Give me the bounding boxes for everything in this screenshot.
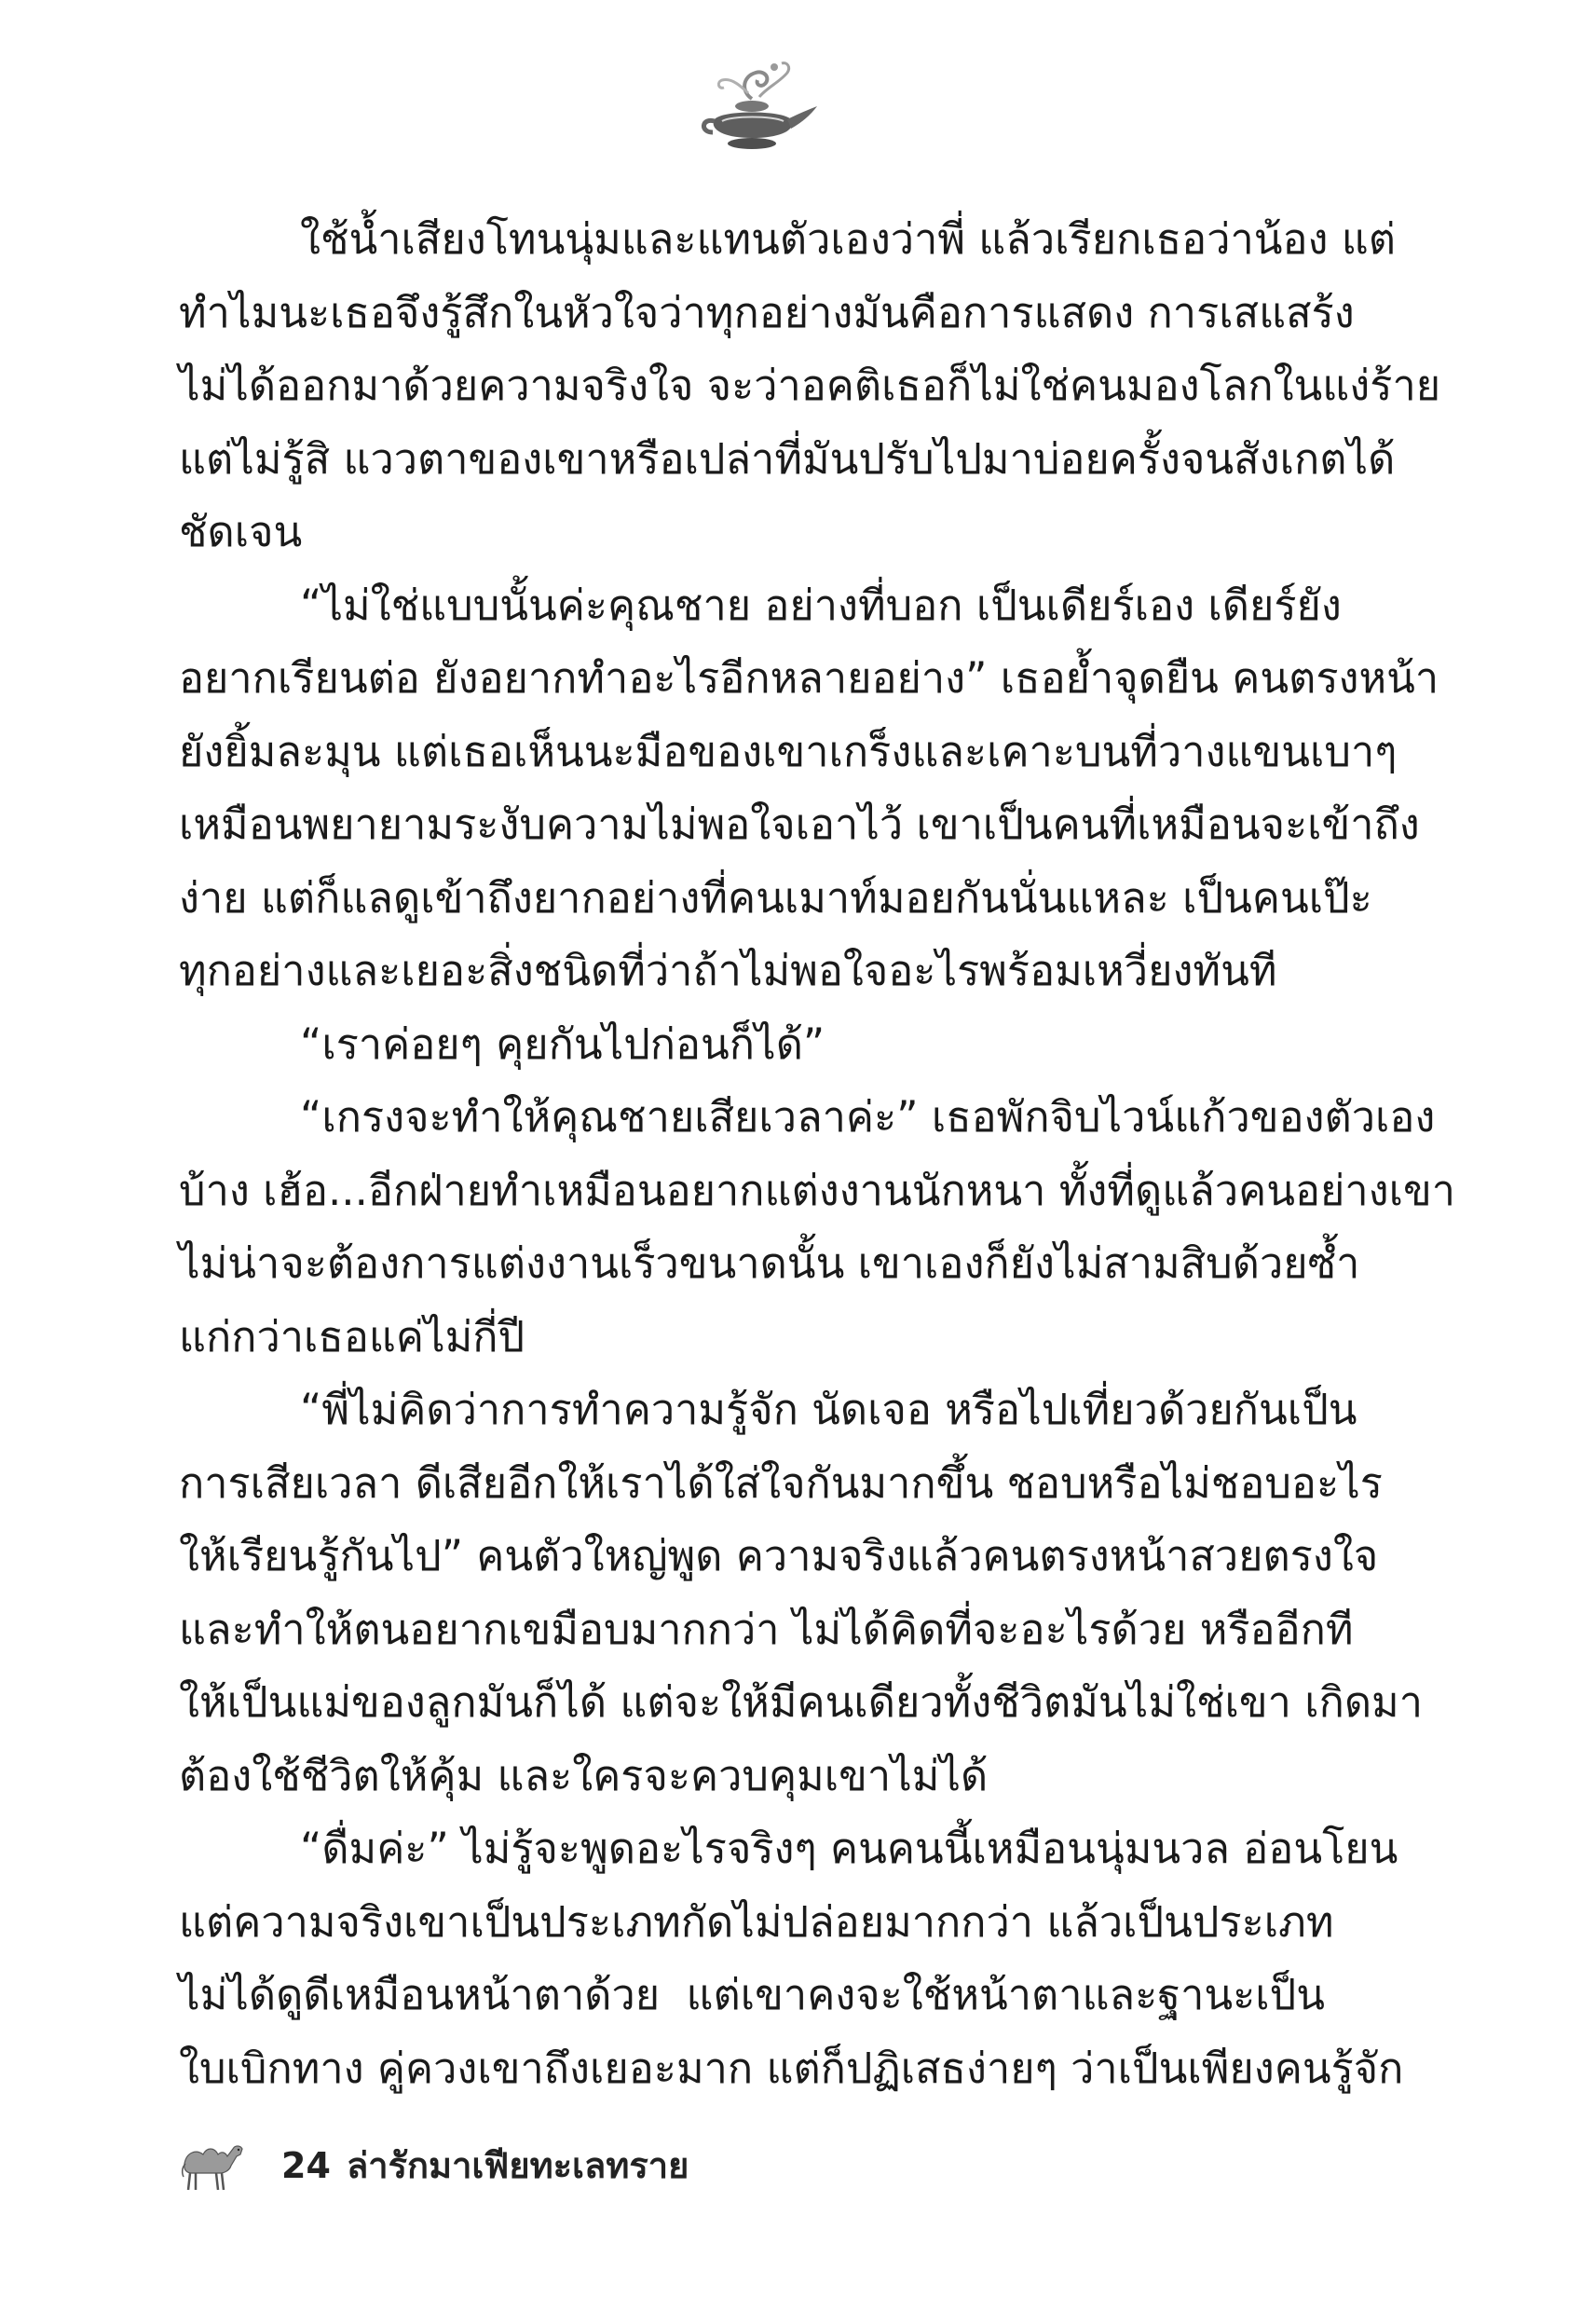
- page-body-text: [179, 203, 1455, 2105]
- text-line: ใช้น้ำเสียงโทนนุ่มและแทนตัวเองว่าพี่ แล้วเรียกเธอว่าน้อง แต่: [300, 214, 1397, 264]
- text-line: ใบเบิกทาง คู่ควงเขาถึงเยอะมาก แต่ก็ปฏิเสธง่ายๆ ว่าเป็นเพียงคนรู้จัก: [179, 2043, 1404, 2093]
- text-line: ไม่ได้ออกมาด้วยความจริงใจ จะว่าอคติเธอก็ไม่ใช่คนมองโลกในแง่ร้าย: [179, 361, 1441, 410]
- page-number: 24: [281, 2145, 331, 2186]
- text-line: บ้าง เฮ้อ...อีกฝ่ายทำเหมือนอยากแต่งงานนักหนา ทั้งที่ดูแล้วคนอย่างเขา: [179, 1165, 1455, 1215]
- text-line: ไม่น่าจะต้องการแต่งงานเร็วขนาดนั้น เขาเองก็ยังไม่สามสิบด้วยซ้ำ: [179, 1238, 1360, 1288]
- text-line: “พี่ไม่คิดว่าการทำความรู้จัก นัดเจอ หรือไปเที่ยวด้วยกันเป็น: [300, 1385, 1357, 1434]
- page-footer: [179, 2134, 1017, 2208]
- text-line: “ไม่ใช่แบบนั้นค่ะคุณชาย อย่างที่บอก เป็นเดียร์เอง เดียร์ยัง: [300, 580, 1342, 630]
- text-line: “เราค่อยๆ คุยกันไปก่อนก็ได้”: [300, 1019, 825, 1069]
- text-line: ทุกอย่างและเยอะสิ่งชนิดที่ว่าถ้าไม่พอใจอะไรพร้อมเหวี่ยงทันที: [179, 946, 1277, 995]
- text-line: แก่กว่าเธอแค่ไม่กี่ปี: [179, 1311, 525, 1361]
- text-line: อยากเรียนต่อ ยังอยากทำอะไรอีกหลายอย่าง” เธอย้ำจุดยืน คนตรงหน้า: [179, 653, 1439, 703]
- text-line: ยังยิ้มละมุน แต่เธอเห็นนะมือของเขาเกร็งและเคาะบนที่วางแขนเบาๆ: [179, 726, 1398, 776]
- camel-icon: [179, 2136, 246, 2194]
- text-line: แต่ความจริงเขาเป็นประเภทกัดไม่ปล่อยมากกว่า แล้วเป็นประเภท: [179, 1896, 1334, 1947]
- text-line: เหมือนพยายามระงับความไม่พอใจเอาไว้ เขาเป็นคนที่เหมือนจะเข้าถึง: [179, 800, 1420, 849]
- text-line: ให้เป็นแม่ของลูกมันก็ได้ แต่จะให้มีคนเดียวทั้งชีวิตมันไม่ใช่เขา เกิดมา: [179, 1677, 1423, 1727]
- book-title: ล่ารักมาเฟียทะเลทราย: [347, 2145, 689, 2186]
- text-line: แต่ไม่รู้สิ แววตาของเขาหรือเปล่าที่มันปรับไปมาบ่อยครั้งจนสังเกตได้: [179, 433, 1396, 484]
- text-line: การเสียเวลา ดีเสียอีกให้เราได้ใส่ใจกันมากขึ้น ชอบหรือไม่ชอบอะไร: [179, 1457, 1383, 1508]
- text-line: ทำไมนะเธอจึงรู้สึกในหัวใจว่าทุกอย่างมันคือการแสดง การเสแสร้ง: [179, 287, 1355, 337]
- text-line: และทำให้ตนอยากเขมือบมากกว่า ไม่ได้คิดที่จะอะไรด้วย หรืออีกที: [179, 1604, 1354, 1654]
- text-line: “เกรงจะทำให้คุณชายเสียเวลาค่ะ” เธอพักจิบไวน์แก้วของตัวเอง: [300, 1092, 1436, 1142]
- text-line: ชัดเจน: [179, 507, 303, 556]
- text-line: ต้องใช้ชีวิตให้คุ้ม และใครจะควบคุมเขาไม่ได้: [179, 1750, 989, 1800]
- text-line: ไม่ได้ดูดีเหมือนหน้าตาด้วย แต่เขาคงจะใช้หน้าตาและฐานะเป็น: [179, 1970, 1325, 2019]
- genie-lamp-icon: [694, 54, 825, 157]
- text-line: ง่าย แต่ก็แลดูเข้าถึงยากอย่างที่คนเมาท์มอยกันนั่นแหละ เป็นคนเป๊ะ: [179, 872, 1372, 923]
- text-line: ให้เรียนรู้กันไป” คนตัวใหญ่พูด ความจริงแล้วคนตรงหน้าสวยตรงใจ: [179, 1531, 1379, 1580]
- text-line: “ดื่มค่ะ” ไม่รู้จะพูดอะไรจริงๆ คนคนนี้เหมือนนุ่มนวล อ่อนโยน: [300, 1824, 1398, 1873]
